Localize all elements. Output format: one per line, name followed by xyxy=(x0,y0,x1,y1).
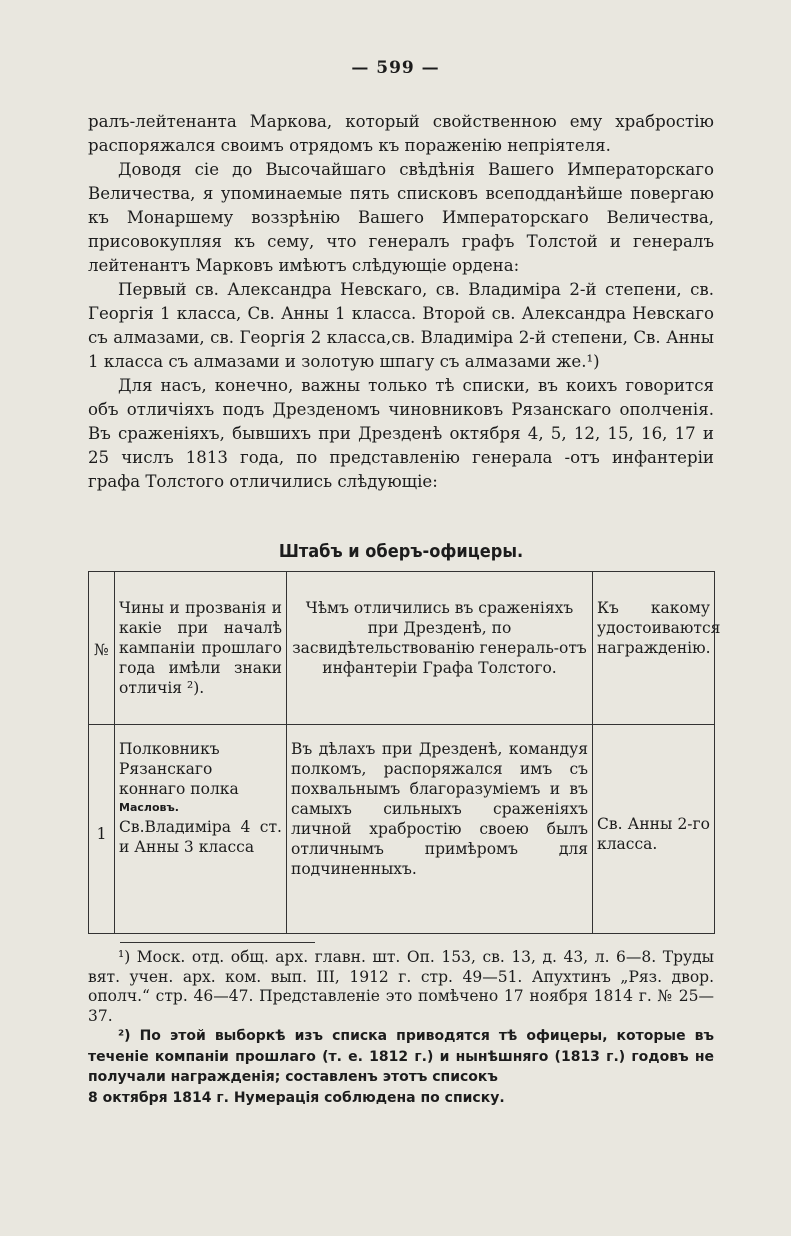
table-row xyxy=(89,725,715,934)
table-header-row xyxy=(89,572,715,725)
header-merit: Чѣмъ отличились въ сраженіяхъ при Дрезденѣ, по засвидѣтельствованію генераль-отъ инфантеріи Графа Толстого. xyxy=(287,572,593,725)
footnotes xyxy=(88,948,714,1108)
row-rank-cell xyxy=(115,725,287,934)
row-rank: Полковникъ Рязанскаго коннаго полка xyxy=(119,740,239,798)
footnote: ¹) Моск. отд. общ. арх. главн. шт. Оп. 153, св. 13, д. 43, л. 6—8. Труды вят. учен. арх. ком. вып. III, 1912 г. стр. 49—51. Апухтинъ „Ряз. двор. ополч.“ стр. 46—47. Представленіе это помѣчено 17 ноября 1814 г. № 25—37. xyxy=(88,948,714,1025)
footnote-bold: ²) По этой выборкѣ изъ списка приводятся тѣ офицеры, которые въ теченіе компаніи прошлаго (т. е. 1812 г.) и нынѣшняго (1813 г.) годовъ не получали награжденія; составленъ этотъ списокъ xyxy=(88,1028,714,1085)
paragraph: Для насъ, конечно, важны только тѣ списки, въ коихъ говорится объ отличіяхъ подъ Дрезденомъ чиновниковъ Рязанскаго ополченія. Въ сраженіяхъ, бывшихъ при Дрезденѣ октября 4, 5, 12, 15, 16, 17 и 25 числъ 1813 года, по представленію генерала -отъ инфантеріи графа Толстого отличились слѣдующіе: xyxy=(88,376,714,491)
page-number: — 599 — xyxy=(351,58,440,78)
footnote-rule xyxy=(120,942,315,943)
section-heading: Штабъ и оберъ-офицеры. xyxy=(278,541,524,562)
paragraph: ралъ-лейтенанта Маркова, который свойственною ему храбростію распоряжался своимъ отрядомъ къ пораженію непріятеля. xyxy=(88,112,714,155)
paragraph: Доводя сіе до Высочайшаго свѣдѣнія Вашего Императорскаго Величества, я упоминаемые пять списковъ всеподданѣйше повергаю къ Монаршему воззрѣнію Вашего Императорскаго Величества, присовокупляя къ сему, что генералъ графъ Толстой и генералъ лейтенантъ Марковъ имѣютъ слѣдующіе ордена: xyxy=(88,160,714,275)
row-number: 1 xyxy=(89,725,115,934)
footnote xyxy=(88,1026,714,1088)
footnote-bold: 8 октября 1814 г. Нумерація соблюдена по списку. xyxy=(88,1089,505,1106)
body-text xyxy=(88,110,714,494)
officers-table xyxy=(88,571,721,934)
footnote-continuation xyxy=(88,1088,714,1109)
row-awards-before: Св.Владиміра 4 ст. и Анны 3 класса xyxy=(119,818,282,856)
row-award: Св. Анны 2-го класса. xyxy=(593,725,715,934)
header-award: Къ какому удостоиваются награжденію. xyxy=(593,572,715,725)
header-number: № xyxy=(89,572,115,725)
row-merit: Въ дѣлахъ при Дрезденѣ, командуя полкомъ, распоряжался имъ съ похвальнымъ благоразуміемъ и въ самыхъ сильныхъ сраженіяхъ личной храбростію своею былъ отличнымъ примѣромъ для подчиненныхъ. xyxy=(287,725,593,934)
header-rank: Чины и прозванія и какіе при началѣ кампаніи прошлаго года имѣли знаки отличія ²). xyxy=(115,572,287,725)
row-name: Масловъ. xyxy=(119,801,179,814)
paragraph: Первый св. Александра Невскаго, св. Владиміра 2-й степени, св. Георгія 1 класса, Св. Анны 1 класса. Второй св. Александра Невскаго съ алмазами, св. Георгія 2 класса,св. Владиміра 2-й степени, Св. Анны 1 класса съ алмазами и золотую шпагу съ алмазами же.¹) xyxy=(88,280,714,371)
